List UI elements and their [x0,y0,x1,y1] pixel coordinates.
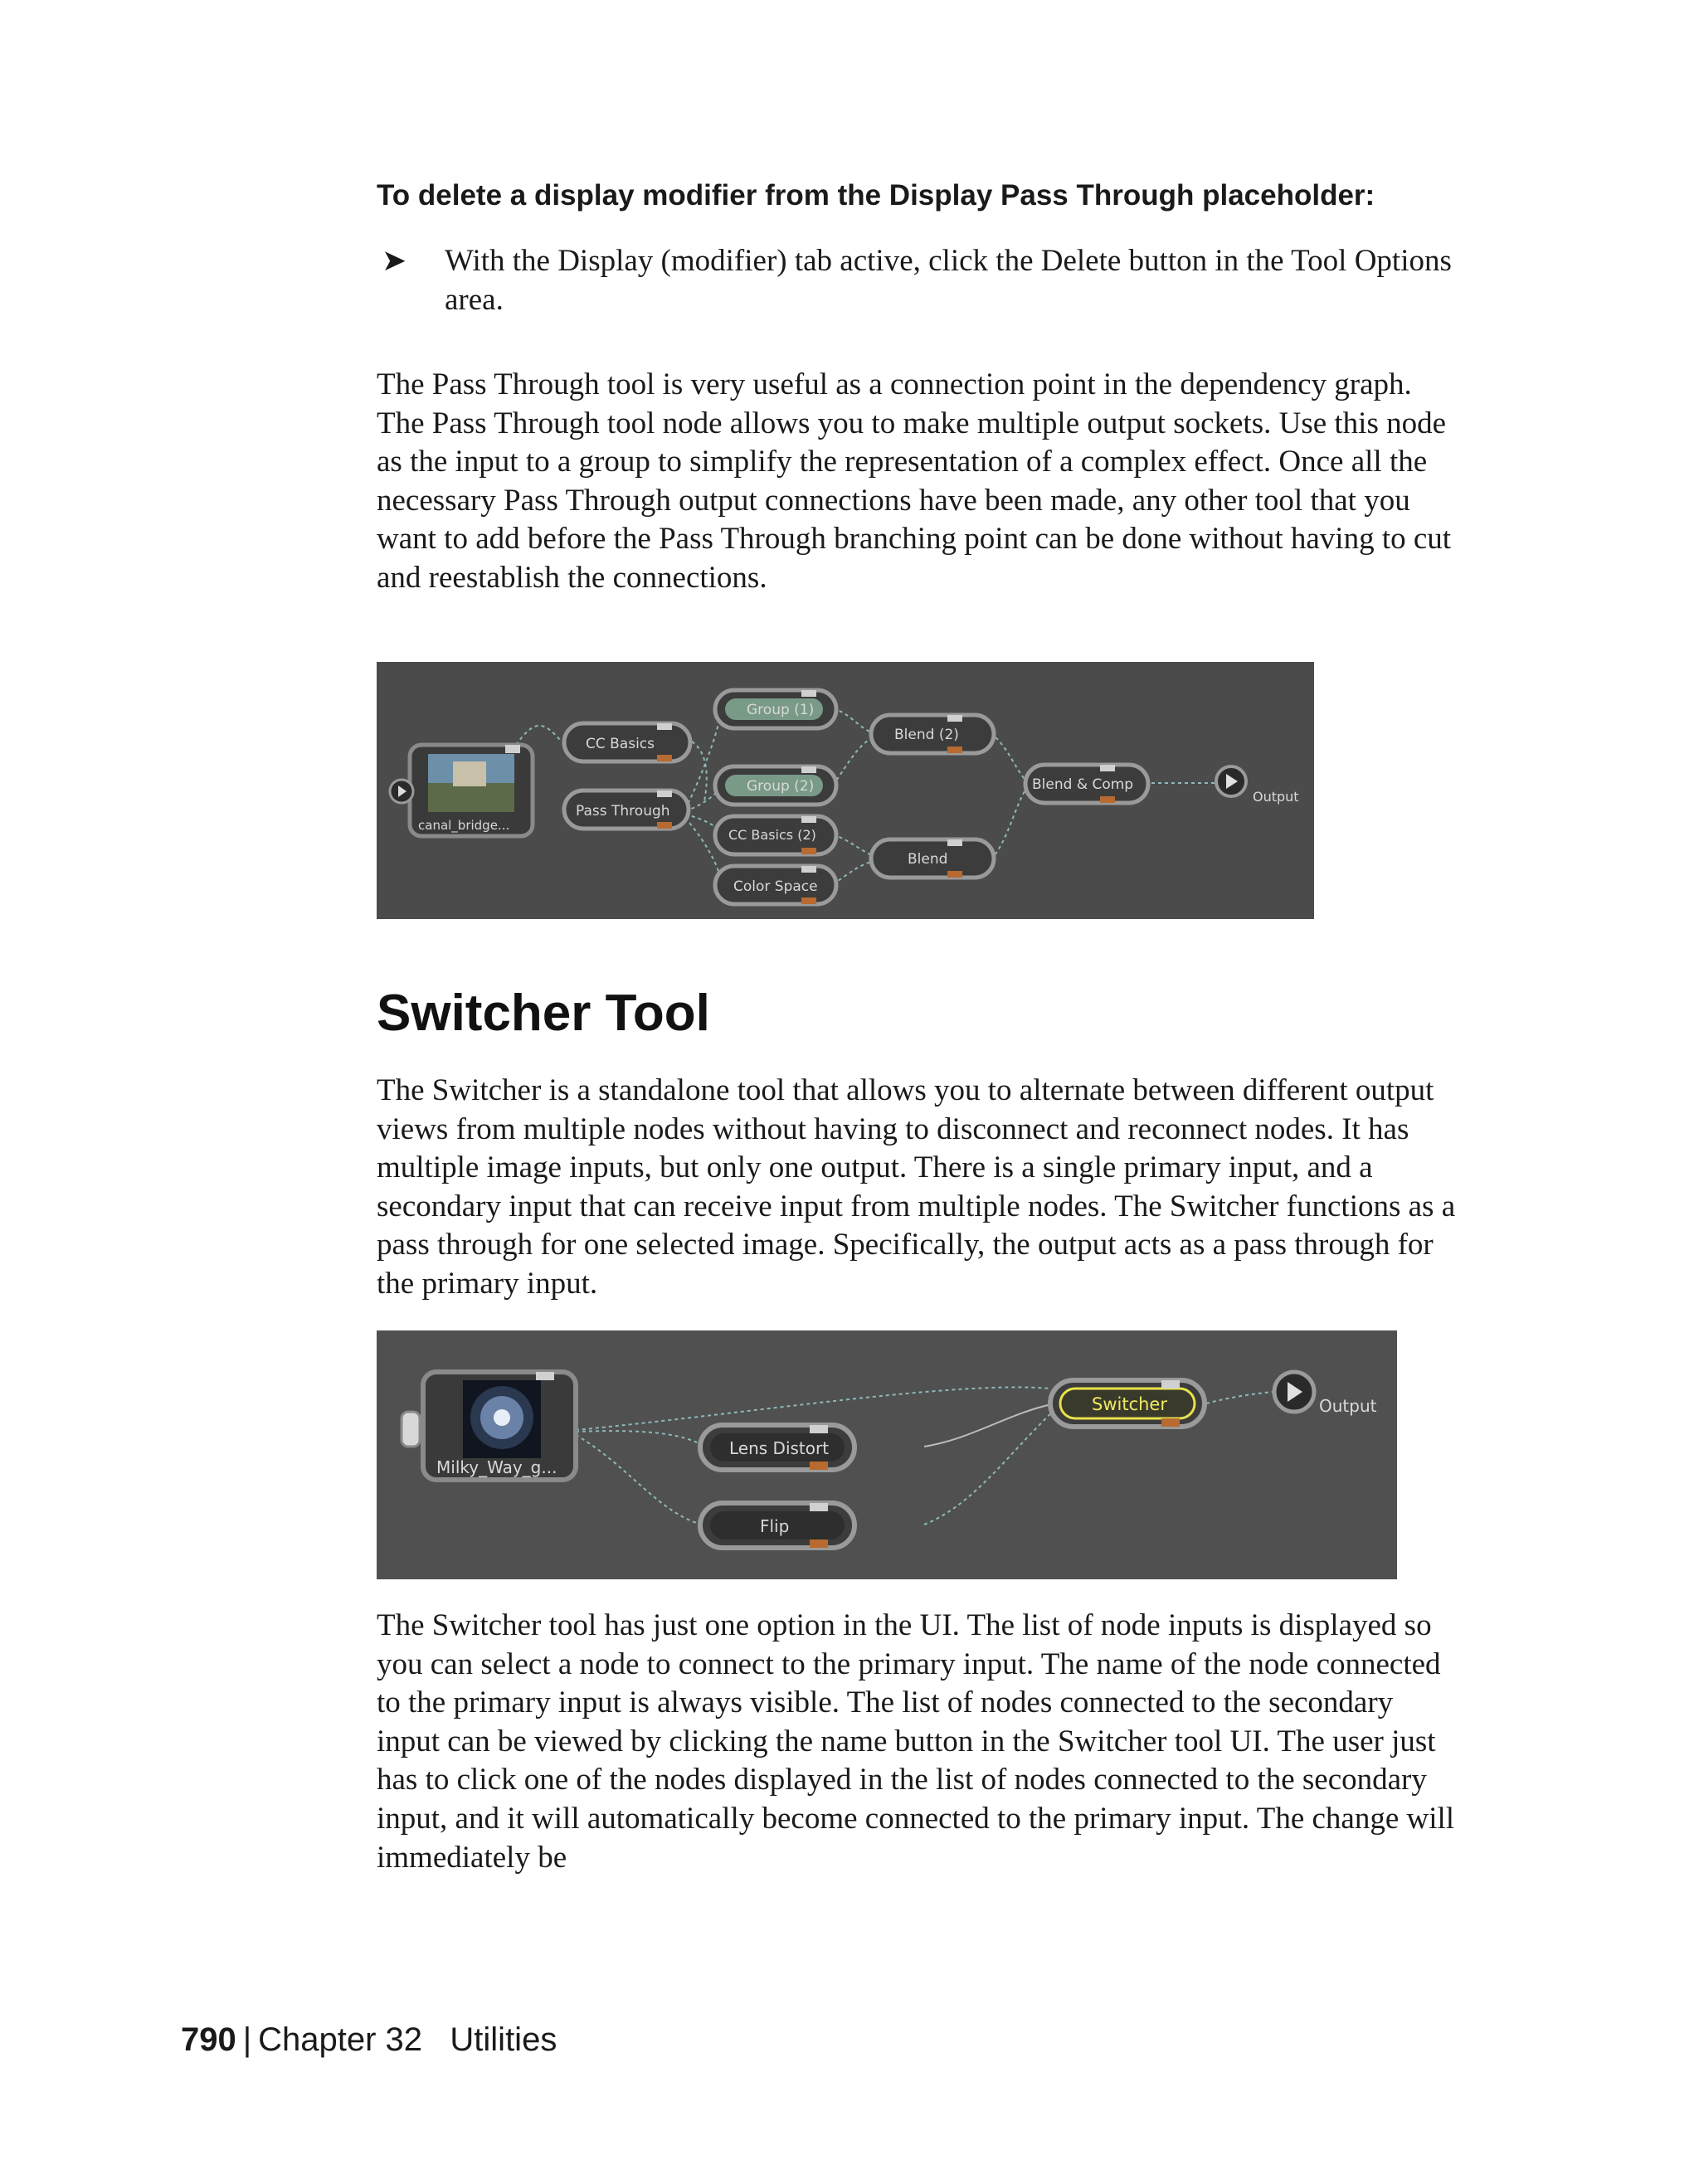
edge-group1-blend2 [833,709,874,733]
node-label-switcher: Switcher [1092,1394,1167,1414]
node-graph-2 [377,1330,1397,1579]
footer-separator: | [242,2021,252,2058]
node-group-1[interactable] [715,690,836,728]
edge-blend-blendcomp [991,786,1028,859]
node-color-space[interactable] [715,866,836,904]
node-blend-comp[interactable] [1025,765,1148,803]
node-blend-2[interactable] [871,715,994,753]
node-pass-through[interactable] [564,790,689,829]
paragraph-switcher-ui: The Switcher tool has just one option in the UI. The list of node inputs is displayed so you can select a node to connect to the primary input. The name of the node connected to the primary input is always visible. The list of nodes connected to the secondary input can be viewed by clicking the name button in the Switcher tool UI. The user just has to click one of the nodes displayed in the list of nodes connected to the secondary input, and it will automatically become connected to the primary input. The change will immediately be [377,1608,1455,1875]
edge-source-lensdistort [576,1431,702,1445]
page-number: 790 [181,2021,236,2058]
chapter-title: Utilities [450,2021,557,2058]
node-label-blend-comp: Blend & Comp [1032,776,1134,793]
source-label: canal_bridge... [418,818,510,833]
node-switcher[interactable] [1050,1380,1205,1427]
edge-colorspace-blend [833,861,874,884]
node-group-2[interactable] [715,766,836,805]
node-label-group-2: Group (2) [747,778,815,795]
edge-switcher-output [1206,1392,1273,1403]
section-title: Switcher Tool [377,985,710,1042]
node-label-color-space: Color Space [733,878,818,895]
source-node-canal-bridge[interactable] [410,745,533,836]
node-lens-distort[interactable] [700,1425,854,1470]
node-label-cc-basics: CC Basics [586,736,655,752]
node-label-cc-basics-2: CC Basics (2) [728,827,816,843]
pass-through-node-graph-figure [377,662,1314,919]
switcher-node-graph-figure [377,1330,1397,1579]
chapter-label: Chapter 32 [258,2021,423,2058]
paragraph-pass-through: The Pass Through tool is very useful as a connection point in the dependency graph. The Pass Through tool node allows you to make multiple output sockets. Use this node as the input to a group to simplify the representation of a complex effect. Once all the necessary Pass Through output connections have been made, any other tool that you want to add before the Pass Through branching point can be done without having to cut and reestablish the connections. [377,367,1452,595]
edge-blend2-blendcomp [991,733,1028,783]
edge-ccbasics2-blend [833,834,874,857]
node-label-lens-distort: Lens Distort [729,1438,830,1458]
edge-ccbasics-passthrough [692,742,707,801]
paragraph-switcher-intro: The Switcher is a standalone tool that allows you to alternate between different output views from multiple nodes without having to disconnect and reconnect nodes. It has multiple image inputs, but only one output. There is a single primary input, and a secondary input that can receive input from multiple nodes. The Switcher functions as a pass through for one selected image. Specifically, the output acts as a pass through for the primary input. [377,1073,1456,1301]
edge-source-ccbasics [516,726,561,745]
output-label: Output [1253,789,1299,805]
input-socket-icon[interactable] [402,1412,420,1447]
source-node-milky-way[interactable] [423,1372,576,1480]
page-footer [181,2016,557,2063]
node-cc-basics[interactable] [564,723,690,761]
node-graph-1 [377,662,1314,919]
node-flip[interactable] [700,1503,854,1548]
node-label-flip: Flip [760,1516,790,1536]
output-label: Output [1319,1396,1377,1416]
source-label: Milky_Way_g... [436,1457,557,1477]
edge-group2-blend2 [833,737,874,786]
procedure-heading: To delete a display modifier from the Display Pass Through placeholder: [377,179,1375,212]
node-blend[interactable] [871,839,994,878]
node-label-group-1: Group (1) [747,702,815,718]
node-label-blend-2: Blend (2) [894,727,959,743]
node-label-pass-through: Pass Through [576,803,670,820]
node-label-blend: Blend [908,851,948,868]
step-text: With the Display (modifier) tab active, click the Delete button in the Tool Options area. [445,244,1452,317]
edge-source-flip [576,1435,702,1525]
node-cc-basics-2[interactable] [715,816,836,854]
edge-lensdistort-switcher [924,1403,1055,1447]
bullet-arrow-icon: ➤ [382,244,407,278]
